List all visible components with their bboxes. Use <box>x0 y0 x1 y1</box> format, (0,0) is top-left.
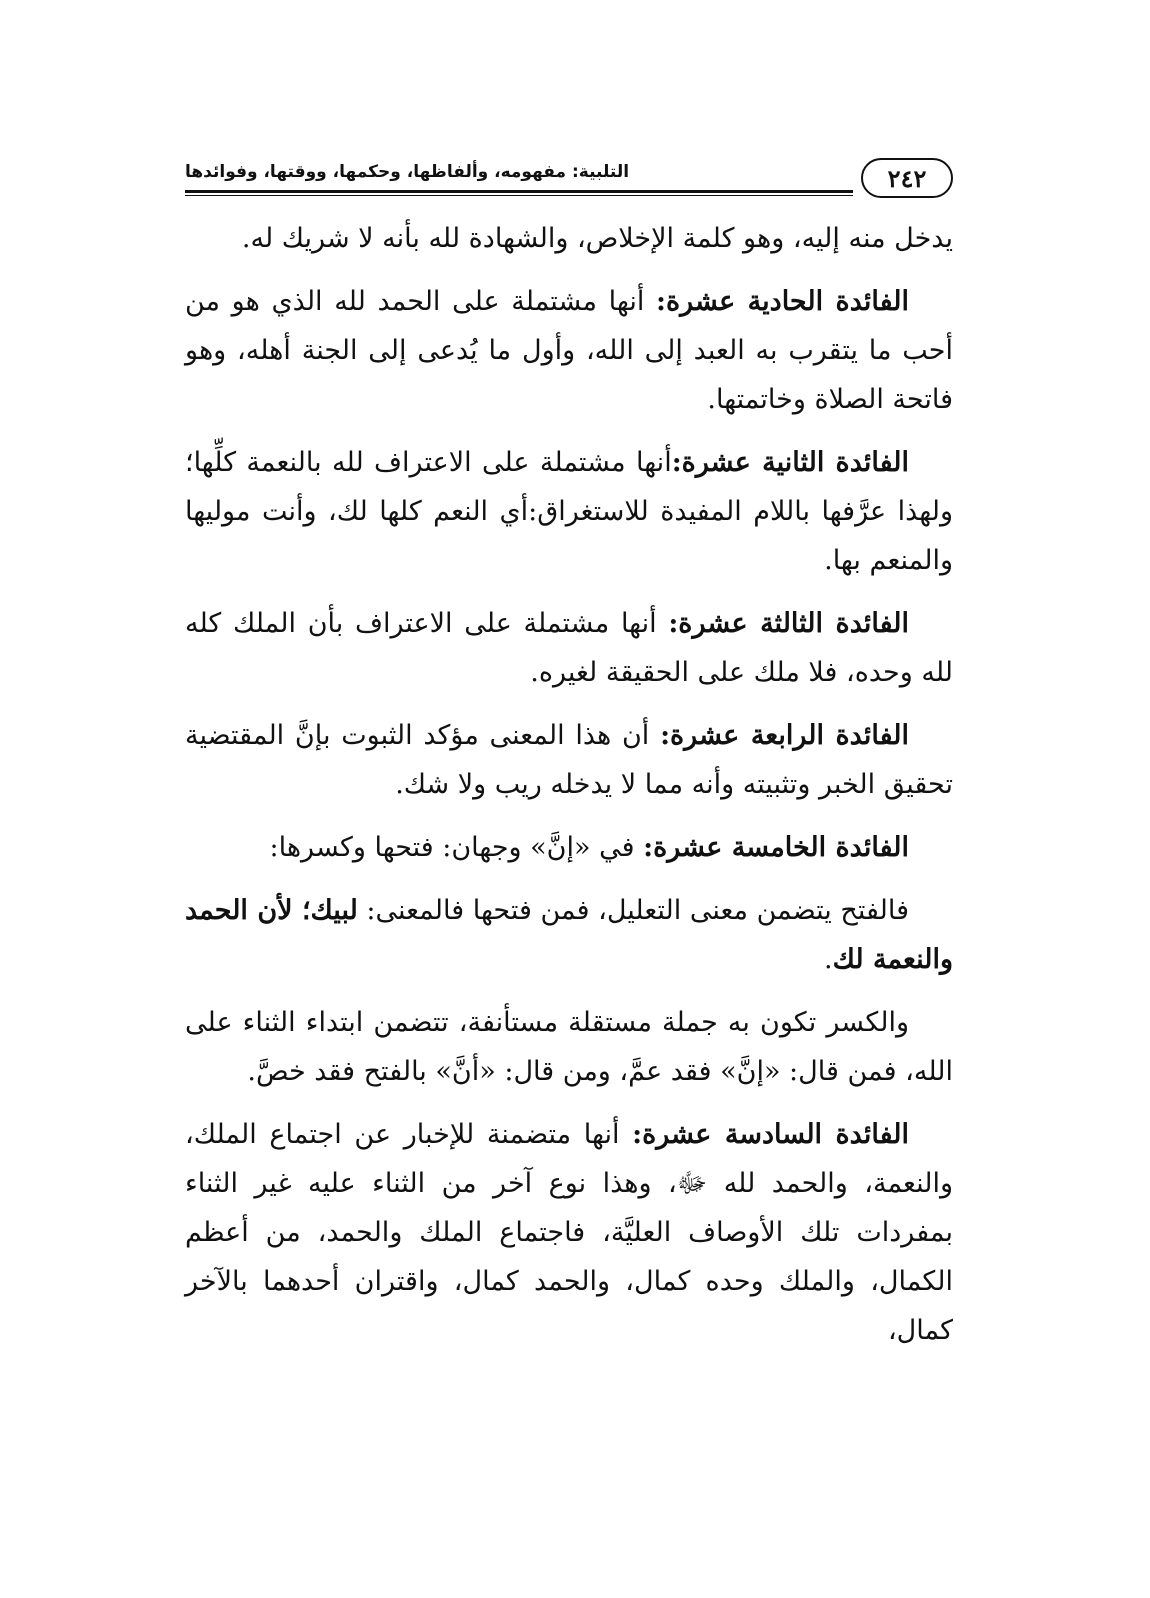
paragraph-text: أنها متضمنة للإخبار عن اجتماع الملك، والنعمة، والحمد لله ﷻ، وهذا نوع آخر من الثناء عليه غير الثناء بمفردات تلك الأوصاف العليَّة، فاجتماع الملك والحمد، من أعظم الكمال، والملك وحده كمال، والحمد كمال، واقتران أحدهما بالآخر كمال، <box>185 1119 953 1346</box>
paragraph-text: أن هذا المعنى مؤكد الثبوت بإنَّ المقتضية تحقيق الخبر وتثبيته وأنه مما لا يدخله ريب ولا شك. <box>185 720 953 800</box>
paragraph <box>185 823 953 872</box>
header-rule-thin <box>185 195 853 196</box>
page-number: ٢٤٢ <box>861 158 953 198</box>
benefit-heading: الفائدة الرابعة عشرة: <box>660 720 909 751</box>
page-body <box>185 214 953 1369</box>
paragraph <box>185 886 953 984</box>
benefit-heading: الفائدة الثالثة عشرة: <box>668 608 910 639</box>
paragraph <box>185 214 953 263</box>
paragraph <box>185 998 953 1096</box>
paragraph <box>185 438 953 585</box>
paragraph-tail: . <box>824 944 833 975</box>
paragraph <box>185 1110 953 1355</box>
header-rule-thick <box>185 190 853 193</box>
paragraph-text: والكسر تكون به جملة مستقلة مستأنفة، تتضمن ابتداء الثناء على الله، فمن قال: «إنَّ» فقد عمَّ، ومن قال: «أنَّ» بالفتح فقد خصَّ. <box>185 1007 953 1087</box>
paragraph-text: أنها مشتملة على الحمد لله الذي هو من أحب ما يتقرب به العبد إلى الله، وأول ما يُدعى إلى الجنة أهله، وهو فاتحة الصلاة وخاتمتها. <box>185 286 953 415</box>
benefit-heading: الفائدة السادسة عشرة: <box>632 1119 909 1150</box>
paragraph-text: في «إنَّ» وجهان: فتحها وكسرها: <box>269 832 644 863</box>
paragraph <box>185 599 953 697</box>
paragraph-text: أنها مشتملة على الاعتراف لله بالنعمة كلِّها؛ ولهذا عرَّفها باللام المفيدة للاستغراق:أي النعم كلها لك، وأنت موليها والمنعم بها. <box>185 447 953 576</box>
benefit-heading: الفائدة الحادية عشرة: <box>656 286 909 317</box>
paragraph <box>185 277 953 424</box>
paragraph-text: يدخل منه إليه، وهو كلمة الإخلاص، والشهادة لله بأنه لا شريك له. <box>241 223 953 254</box>
paragraph-text: فالفتح يتضمن معنى التعليل، فمن فتحها فالمعنى: <box>357 895 909 926</box>
paragraph <box>185 711 953 809</box>
benefit-heading: الفائدة الخامسة عشرة: <box>643 832 909 863</box>
bold-phrase: لبيك؛ لأن الحمد والنعمة لك <box>185 895 953 975</box>
benefit-heading: الفائدة الثانية عشرة: <box>671 447 909 478</box>
running-title: التلبية: مفهومه، وألفاظها، وحكمها، ووقتها، وفوائدها <box>185 162 630 182</box>
paragraph-text: أنها مشتملة على الاعتراف بأن الملك كله لله وحده، فلا ملك على الحقيقة لغيره. <box>185 608 953 688</box>
running-header <box>185 158 953 206</box>
